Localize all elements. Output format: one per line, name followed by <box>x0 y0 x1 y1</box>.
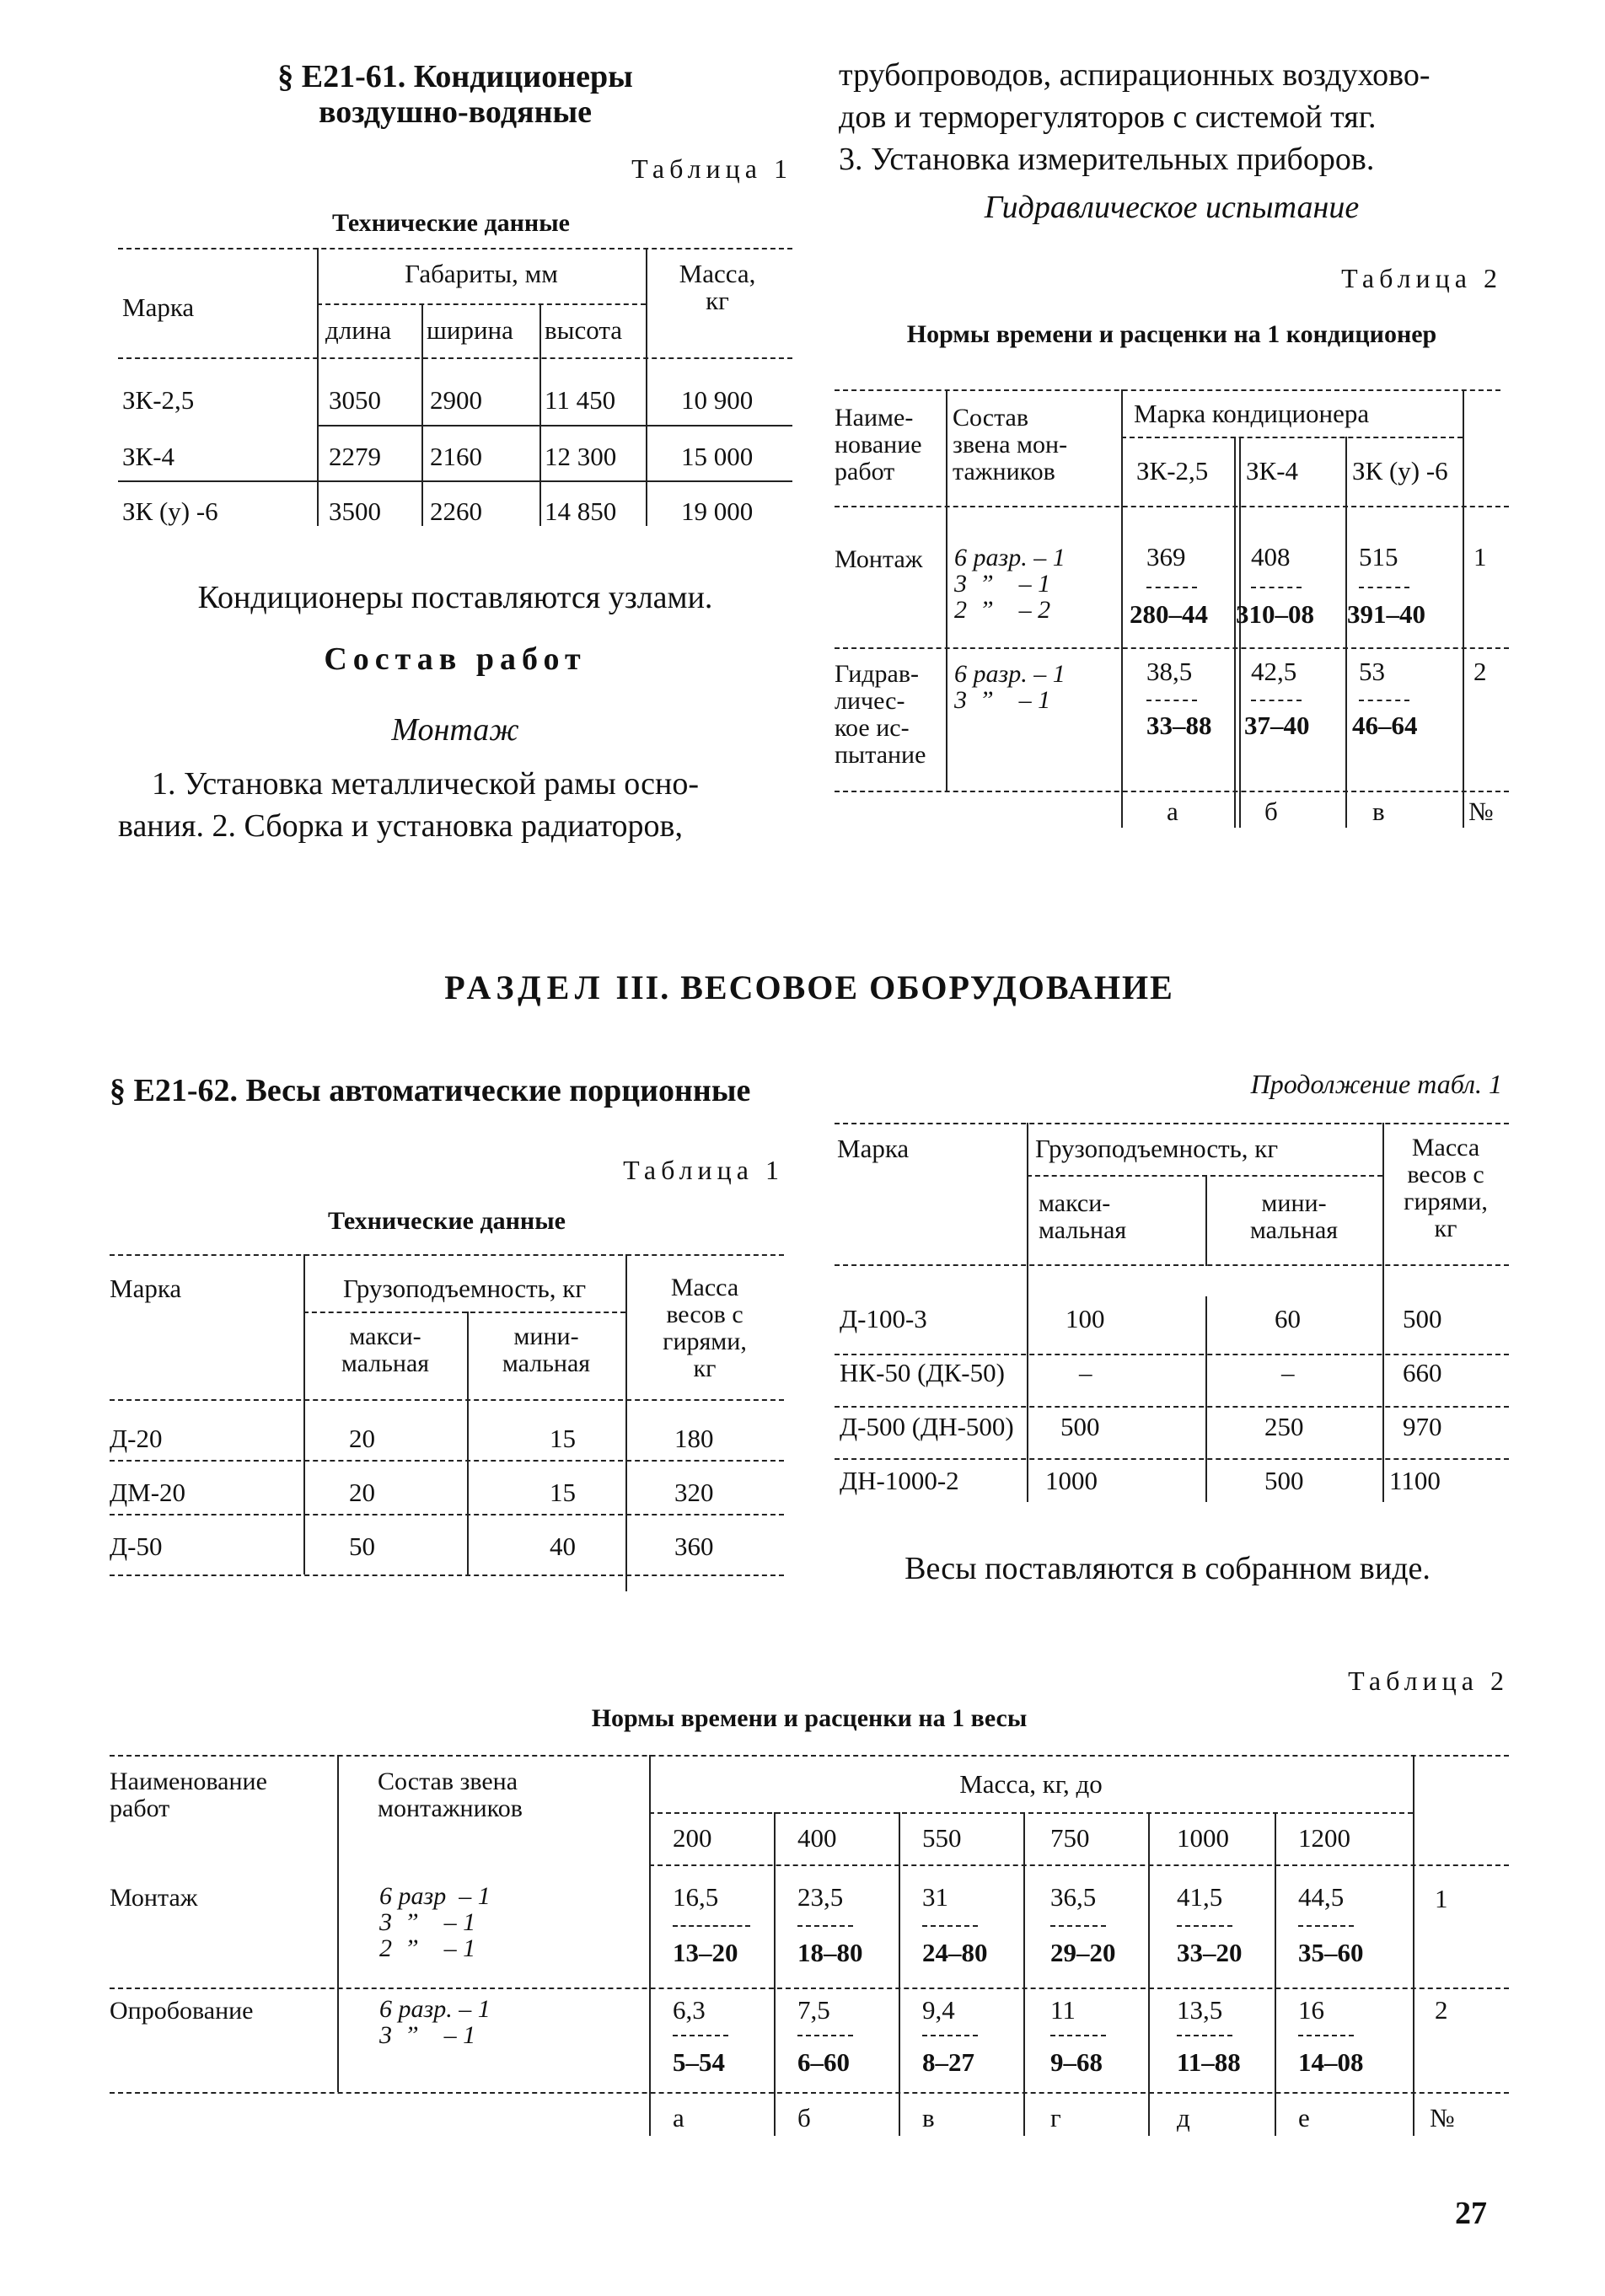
cell-row-number: 1 <box>1435 1884 1448 1913</box>
cell-name: Опробование <box>110 1997 254 2025</box>
cell-max: 20 <box>349 1478 375 1507</box>
cell-massa: 320 <box>674 1478 714 1507</box>
col-header-min: мини- мальная <box>1249 1189 1339 1244</box>
col-header-1000: 1000 <box>1177 1823 1229 1853</box>
sostav-rabot-heading: Состав работ <box>324 641 587 677</box>
note-uzlami: Кондиционеры поставляются узлами. <box>197 580 713 615</box>
cell-crew: 6 разр. – 1 3 ” – 1 <box>379 1995 491 2049</box>
cell-row-number: 1 <box>1473 542 1487 571</box>
table-caption: Таблица 1 <box>623 1155 784 1185</box>
works-line-5: 3. Установка измерительных приборов. <box>839 142 1375 177</box>
cell-row-number: 2 <box>1435 1995 1448 2025</box>
cell-norm: 31 <box>922 1882 948 1912</box>
continuation-caption: Продолжение табл. 1 <box>1250 1069 1502 1099</box>
cell-vysota: 14 850 <box>545 496 617 526</box>
cell-crew: 6 разр. – 1 3 ” – 1 2 ” – 2 <box>954 544 1066 624</box>
hydraulic-test-subheading: Гидравлическое испытание <box>984 190 1360 225</box>
cell-norm: 36,5 <box>1050 1882 1097 1912</box>
montazh-subheading: Монтаж <box>391 712 519 748</box>
footer-a: а <box>1167 797 1178 826</box>
col-header-zk4: ЗК-4 <box>1246 456 1299 485</box>
heading-e21-62: § Е21-62. Весы автоматические порционные <box>110 1073 751 1108</box>
cell-crew: 6 разр – 1 3 ” – 1 2 ” – 1 <box>379 1882 491 1962</box>
col-header-marka: Марка <box>122 292 195 322</box>
cell-name: Монтаж <box>835 545 923 573</box>
cell-marka: ЗК-2,5 <box>122 385 195 415</box>
cell-vysota: 12 300 <box>545 442 617 471</box>
cell-min: 250 <box>1264 1412 1304 1441</box>
footer-b: б <box>1264 797 1278 826</box>
col-header-550: 550 <box>922 1823 962 1853</box>
cell-price: 11–88 <box>1177 2047 1241 2077</box>
col-header-200: 200 <box>673 1823 712 1853</box>
col-header-max: макси- мальная <box>341 1322 430 1377</box>
cell-shirina: 2160 <box>430 442 482 471</box>
cell-price: 29–20 <box>1050 1938 1116 1967</box>
cell-price: 35–60 <box>1298 1938 1364 1967</box>
cell-price: 9–68 <box>1050 2047 1103 2077</box>
cell-row-number: 2 <box>1473 657 1487 686</box>
cell-norm: 16,5 <box>673 1882 719 1912</box>
col-header-max: макси- мальная <box>1039 1189 1127 1244</box>
table-title: Технические данные <box>328 1207 566 1235</box>
cell-marka: ЗК (у) -6 <box>122 496 218 526</box>
cell-norm: 9,4 <box>922 1995 955 2025</box>
col-header-marka: Марка <box>837 1134 910 1163</box>
cell-min: 60 <box>1275 1304 1301 1333</box>
cell-price: 14–08 <box>1298 2047 1364 2077</box>
col-header-massa: Масса, <box>679 259 756 288</box>
table-caption: Таблица 2 <box>1341 263 1502 293</box>
cell-price: 310–08 <box>1236 599 1314 629</box>
cell-name: Гидрав- личес- кое ис- пытание <box>835 660 926 769</box>
footer-g: г <box>1050 2103 1061 2132</box>
cell-vysota: 11 450 <box>545 385 616 415</box>
cell-marka: Д-20 <box>110 1424 163 1453</box>
cell-price: 24–80 <box>922 1938 988 1967</box>
works-text-left <box>118 763 818 847</box>
cell-min: 40 <box>550 1532 576 1561</box>
cell-price: 18–80 <box>797 1938 863 1967</box>
cell-norm: 42,5 <box>1251 657 1297 686</box>
col-header-name: Наименование работ <box>110 1768 267 1822</box>
col-header-massa-do: Масса, кг, до <box>959 1769 1103 1799</box>
works-line-2: вания. 2. Сборка и установка радиаторов, <box>118 808 683 844</box>
table-title: Нормы времени и расценки на 1 весы <box>591 1704 1028 1732</box>
works-line-1: 1. Установка металлической рамы осно- <box>152 766 700 802</box>
col-header-gabarity: Габариты, мм <box>405 259 558 288</box>
col-header-massa: Масса весов с гирями, кг <box>663 1274 747 1382</box>
cell-shirina: 2260 <box>430 496 482 526</box>
cell-marka: НК-50 (ДК-50) <box>840 1358 1005 1387</box>
cell-massa: 500 <box>1403 1304 1442 1333</box>
cell-massa: 1100 <box>1389 1466 1441 1495</box>
cell-price: 33–20 <box>1177 1938 1243 1967</box>
cell-price: 5–54 <box>673 2047 725 2077</box>
cell-norm: 44,5 <box>1298 1882 1345 1912</box>
footer-v: в <box>1372 797 1385 826</box>
works-line-3: трубопроводов, аспирационных воздухово- <box>839 57 1431 93</box>
cell-marka: ЗК-4 <box>122 442 175 471</box>
cell-dlina: 2279 <box>329 442 381 471</box>
section-heading <box>101 968 1517 1007</box>
cell-min: 15 <box>550 1478 576 1507</box>
cell-dlina: 3050 <box>329 385 381 415</box>
cell-min: 500 <box>1264 1466 1304 1495</box>
col-header-zk25: ЗК-2,5 <box>1136 456 1209 485</box>
footer-d: д <box>1177 2103 1190 2132</box>
table-caption: Таблица 1 <box>631 153 792 184</box>
cell-marka: Д-50 <box>110 1532 163 1561</box>
heading-line-1: § Е21-61. Кондиционеры <box>277 59 633 94</box>
footer-a: а <box>673 2103 684 2132</box>
cell-price: 6–60 <box>797 2047 850 2077</box>
heading-line-2: воздушно-водяные <box>318 94 593 130</box>
cell-max: 500 <box>1060 1412 1100 1441</box>
cell-marka: Д-500 (ДН-500) <box>840 1412 1014 1441</box>
col-header-massa: Масса весов с гирями, кг <box>1404 1134 1488 1242</box>
cell-marka: ДН-1000-2 <box>840 1466 959 1495</box>
note-sobrannom: Весы поставляются в собранном виде. <box>904 1551 1431 1586</box>
cell-massa: 10 900 <box>681 385 754 415</box>
cell-norm: 515 <box>1359 542 1398 571</box>
cell-norm: 7,5 <box>797 1995 830 2025</box>
cell-marka: ДМ-20 <box>110 1478 186 1507</box>
cell-norm: 16 <box>1298 1995 1324 2025</box>
cell-max: 100 <box>1066 1304 1105 1333</box>
cell-massa: 19 000 <box>681 496 754 526</box>
cell-norm: 11 <box>1050 1995 1076 2025</box>
footer-b: б <box>797 2103 811 2132</box>
col-header-750: 750 <box>1050 1823 1090 1853</box>
footer-no: № <box>1430 2103 1455 2132</box>
col-header-crew: Состав звена мон- тажников <box>953 404 1068 485</box>
cell-norm: 38,5 <box>1146 657 1193 686</box>
cell-shirina: 2900 <box>430 385 482 415</box>
cell-price: 37–40 <box>1244 711 1310 740</box>
section-prefix: РАЗДЕЛ <box>444 968 606 1006</box>
footer-v: в <box>922 2103 935 2132</box>
footer-e: е <box>1298 2103 1310 2132</box>
cell-price: 13–20 <box>673 1938 738 1967</box>
cell-name: Монтаж <box>110 1884 198 1912</box>
col-header-shirina: ширина <box>427 315 513 345</box>
cell-price: 33–88 <box>1146 711 1212 740</box>
cell-norm: 23,5 <box>797 1882 844 1912</box>
cell-max: 20 <box>349 1424 375 1453</box>
col-header-crew: Состав звена монтажников <box>378 1768 523 1822</box>
col-header-name: Наиме- нование работ <box>835 404 922 485</box>
cell-norm: 13,5 <box>1177 1995 1223 2025</box>
cell-massa: 15 000 <box>681 442 754 471</box>
cell-dlina: 3500 <box>329 496 381 526</box>
col-header-400: 400 <box>797 1823 837 1853</box>
cell-massa: 360 <box>674 1532 714 1561</box>
footer-no: № <box>1468 797 1494 826</box>
col-header-marka-kond: Марка кондиционера <box>1134 399 1370 428</box>
cell-price: 280–44 <box>1130 599 1208 629</box>
section-title: III. ВЕСОВОЕ ОБОРУДОВАНИЕ <box>615 968 1174 1006</box>
col-header-gruz: Грузоподъемность, кг <box>1035 1134 1279 1163</box>
cell-max: 1000 <box>1045 1466 1098 1495</box>
col-header-massa-unit: кг <box>706 286 729 315</box>
works-line-4: дов и терморегуляторов с системой тяг. <box>839 99 1377 135</box>
cell-price: 391–40 <box>1347 599 1425 629</box>
cell-norm: 53 <box>1359 657 1385 686</box>
col-header-marka: Марка <box>110 1274 182 1303</box>
works-text-right <box>839 54 1505 180</box>
cell-crew: 6 разр. – 1 3 ” – 1 <box>954 660 1066 714</box>
col-header-1200: 1200 <box>1298 1823 1350 1853</box>
cell-max: – <box>1079 1358 1092 1387</box>
col-header-dlina: длина <box>325 315 392 345</box>
cell-massa: 180 <box>674 1424 714 1453</box>
page-number: 27 <box>1455 2196 1487 2231</box>
cell-min: – <box>1281 1358 1295 1387</box>
table-title: Нормы времени и расценки на 1 кондиционер <box>906 320 1437 348</box>
cell-massa: 660 <box>1403 1358 1442 1387</box>
cell-norm: 41,5 <box>1177 1882 1223 1912</box>
col-header-gruz: Грузоподъемность, кг <box>342 1274 587 1303</box>
cell-min: 15 <box>550 1424 576 1453</box>
col-header-vysota: высота <box>545 315 623 345</box>
heading-e21-61 <box>110 59 801 130</box>
cell-massa: 970 <box>1403 1412 1442 1441</box>
cell-marka: Д-100-3 <box>840 1304 927 1333</box>
cell-norm: 408 <box>1251 542 1291 571</box>
table-title: Технические данные <box>332 209 570 237</box>
cell-price: 8–27 <box>922 2047 974 2077</box>
col-header-min: мини- мальная <box>502 1322 591 1377</box>
table-caption: Таблица 2 <box>1348 1666 1509 1696</box>
col-header-zk6: ЗК (у) -6 <box>1352 456 1448 485</box>
cell-norm: 6,3 <box>673 1995 706 2025</box>
cell-norm: 369 <box>1146 542 1186 571</box>
cell-max: 50 <box>349 1532 375 1561</box>
cell-price: 46–64 <box>1352 711 1418 740</box>
